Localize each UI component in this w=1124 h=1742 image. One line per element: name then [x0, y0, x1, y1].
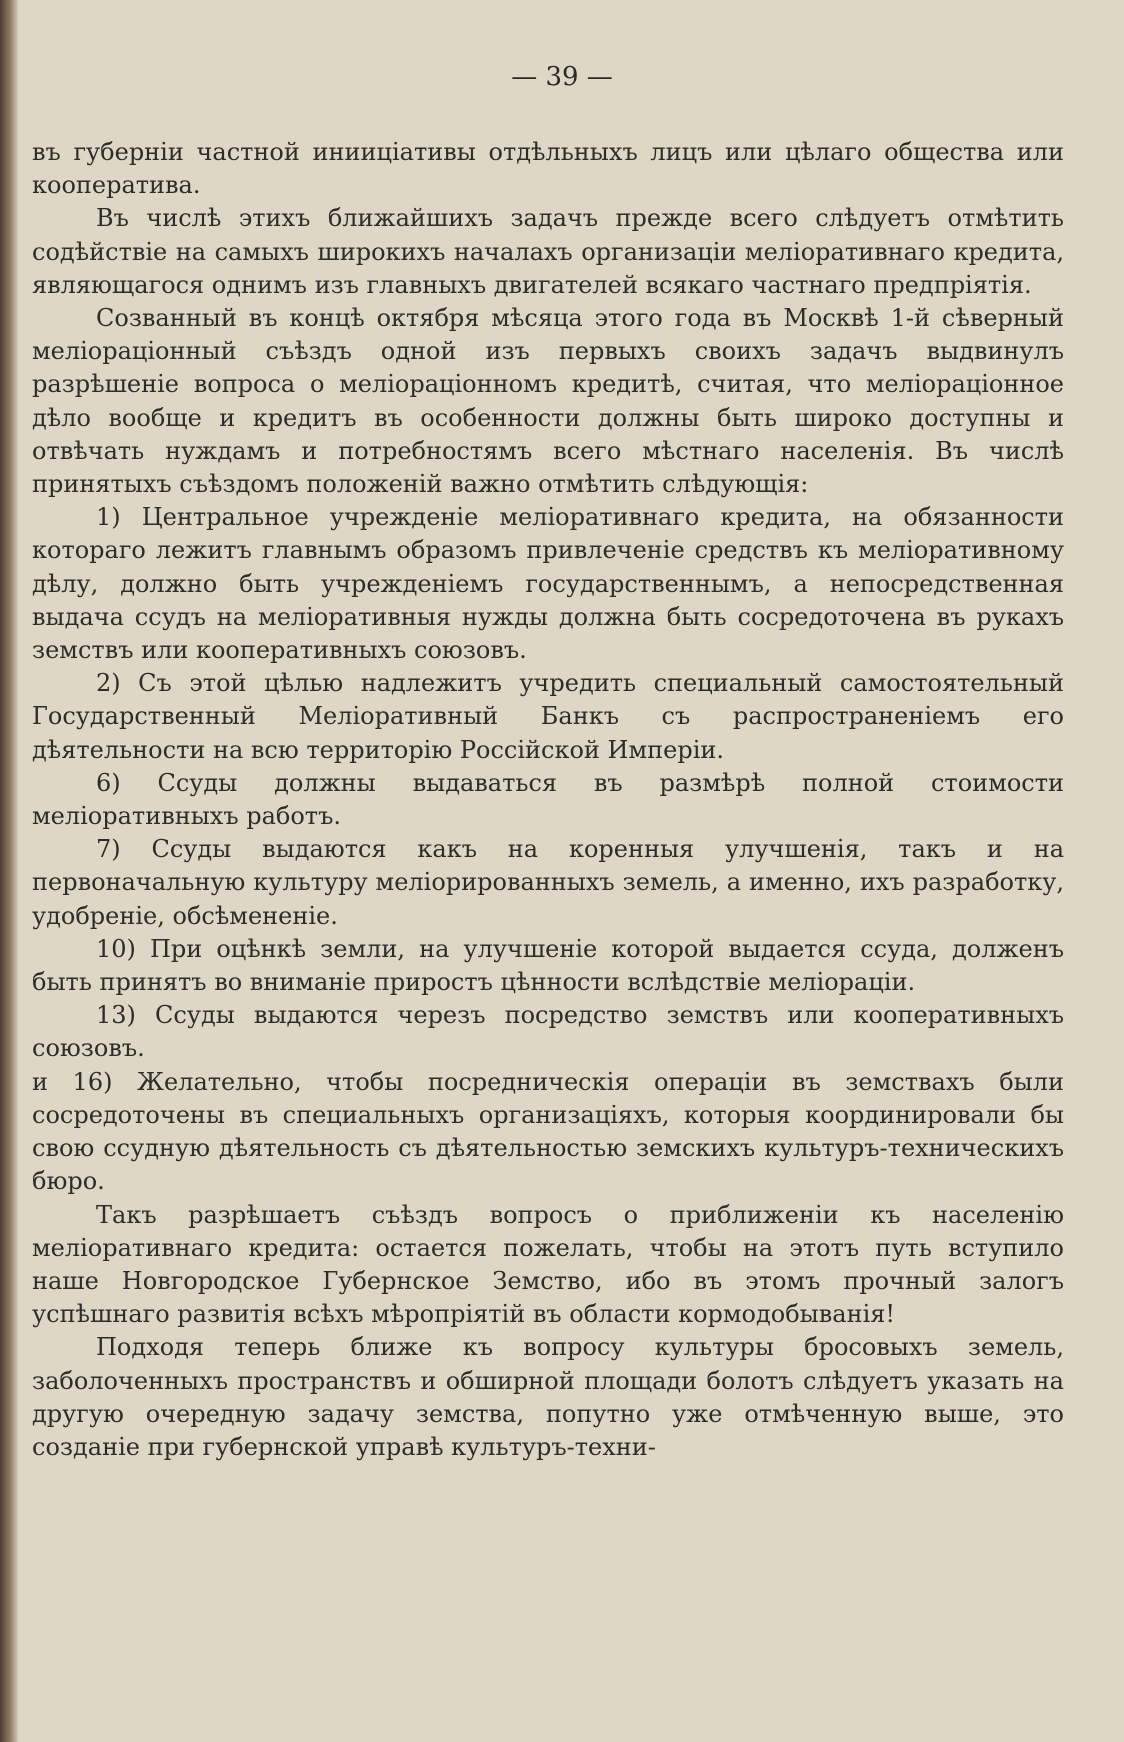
page-spine-shadow: [0, 0, 18, 1742]
paragraph: Въ числѣ этихъ ближайшихъ задачъ прежде всего слѣдуетъ отмѣтить содѣйствіе на самыхъ широкихъ началахъ организаціи меліоративнаго кредита, являющагося однимъ изъ главныхъ двигателей всякаго частнаго предпріятія.: [32, 204, 1064, 299]
paragraph: Такъ разрѣшаетъ съѣздъ вопросъ о приближеніи къ населенію меліоративнаго кредита: остается пожелать, чтобы на этотъ путь вступило наше Новгородское Губернское Земство, ибо въ этомъ прочный залогъ успѣшнаго развитія всѣхъ мѣропріятій въ области кормодобыванія!: [32, 1200, 1064, 1329]
paragraph: Созванный въ концѣ октября мѣсяца этого года въ Москвѣ 1-й сѣверный меліораціонный съѣздъ одной изъ первыхъ своихъ задачъ выдвинулъ разрѣшеніе вопроса о меліораціонномъ кредитѣ, считая, что меліораціонное дѣло вообще и кредитъ въ особенности должны быть широко доступны и отвѣчать нуждамъ и потребностямъ всего мѣстнаго населенія. Въ числѣ принятыхъ съѣздомъ положеній важно отмѣтить слѣдующія:: [32, 304, 1064, 499]
resolution-item: 10) При оцѣнкѣ земли, на улучшеніе которой выдается ссуда, долженъ быть принятъ во вниманіе приростъ цѣнности вслѣдствіе меліораціи.: [32, 934, 1064, 997]
page-body-text: [32, 136, 1064, 1464]
resolution-item: 6) Ссуды должны выдаваться въ размѣрѣ полной стоимости меліоративныхъ работъ.: [32, 768, 1064, 831]
resolution-item: 1) Центральное учрежденіе меліоративнаго кредита, на обязанности котораго лежитъ главнымъ образомъ привлеченіе средствъ къ меліоративному дѣлу, должно быть учрежденіемъ государственнымъ, а непосредственная выдача ссудъ на меліоративныя нужды должна быть сосредоточена въ рукахъ земствъ или кооперативныхъ союзовъ.: [32, 503, 1064, 665]
resolution-item: 13) Ссуды выдаются черезъ посредство земствъ или кооперативныхъ союзовъ.: [32, 1001, 1064, 1063]
paragraph: въ губерніи частной инииціативы отдѣльныхъ лицъ или цѣлаго общества или кооператива.: [32, 138, 1064, 200]
paragraph: Подходя теперь ближе къ вопросу культуры бросовыхъ земель, заболоченныхъ пространствъ и обширной площади болотъ слѣдуетъ указать на другую очередную задачу земства, попутно уже отмѣченную выше, это созданіе при губернской управѣ культуръ-техни-: [32, 1333, 1064, 1461]
resolution-item: 7) Ссуды выдаются какъ на коренныя улучшенія, такъ и на первоначальную культуру меліорированныхъ земель, а именно, ихъ разработку, удобреніе, обсѣмененіе.: [32, 835, 1064, 930]
page-number: — 39 —: [511, 62, 613, 92]
resolution-item: и 16) Желательно, чтобы посредническія операціи въ земствахъ были сосредоточены въ специальныхъ организаціяхъ, которыя координировали бы свою ссудную дѣятельность съ дѣятельностью земскихъ культуръ-техническихъ бюро.: [32, 1067, 1064, 1196]
resolution-item: 2) Съ этой цѣлью надлежитъ учредить специальный самостоятельный Государственный Меліоративный Банкъ съ распространеніемъ его дѣятельности на всю территорію Россійской Имперіи.: [32, 669, 1064, 764]
